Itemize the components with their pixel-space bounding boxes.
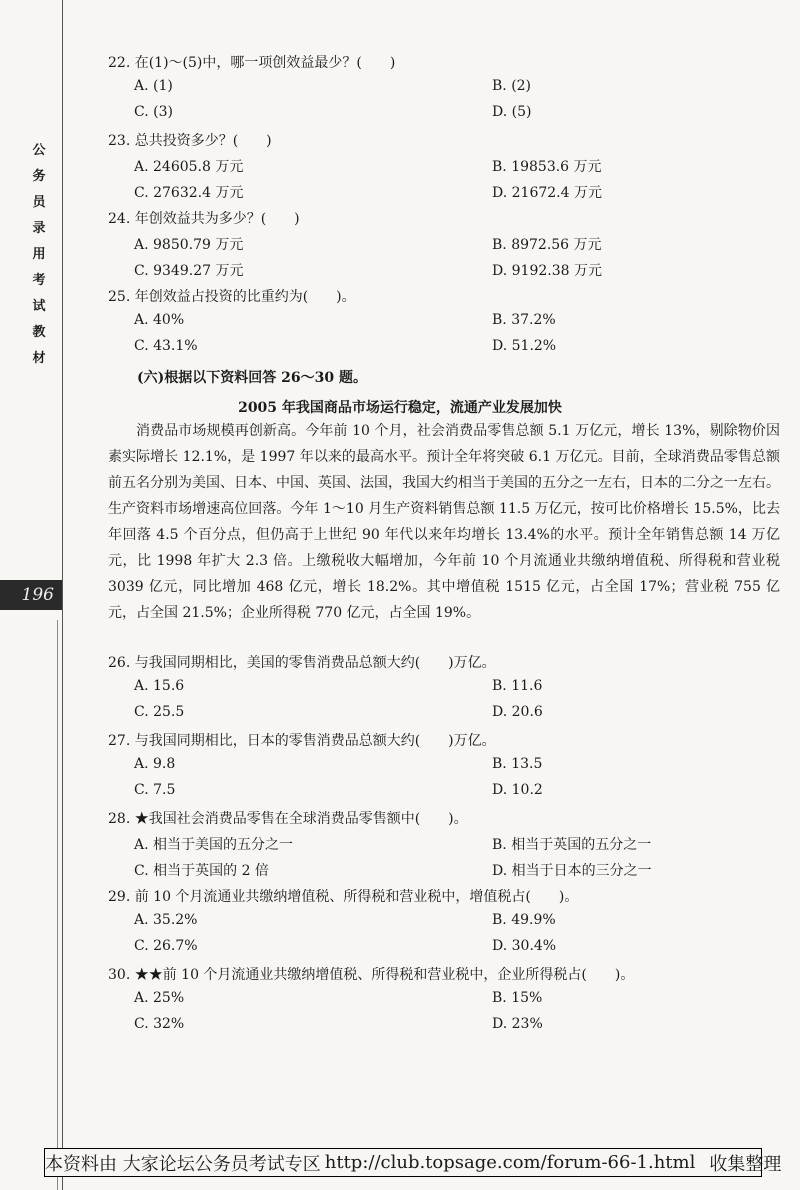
option-24d: D. 9192.38 万元 <box>492 263 602 279</box>
option-22b: B. (2) <box>492 78 532 94</box>
question-30: 30. ★★前 10 个月流通业共缴纳增值税、所得税和营业税中，企业所得税占( )。 <box>108 967 635 983</box>
footer-suffix: 收集整理 <box>709 1153 782 1175</box>
option-29a: A. 35.2% <box>134 912 198 928</box>
option-29b: B. 49.9% <box>492 912 556 928</box>
option-24c: C. 9349.27 万元 <box>134 263 244 279</box>
option-28a: A. 相当于美国的五分之一 <box>134 837 294 853</box>
question-25: 25. 年创效益占投资的比重约为( )。 <box>108 289 356 305</box>
question-29: 29. 前 10 个月流通业共缴纳增值税、所得税和营业税中，增值税占( )。 <box>108 889 579 905</box>
option-26d: D. 20.6 <box>492 704 543 720</box>
option-26a: A. 15.6 <box>134 678 185 694</box>
option-27b: B. 13.5 <box>492 756 543 772</box>
option-28b: B. 相当于英国的五分之一 <box>492 837 652 853</box>
option-28c: C. 相当于英国的 2 倍 <box>134 863 269 879</box>
option-30d: D. 23% <box>492 1016 543 1032</box>
option-30c: C. 32% <box>134 1016 185 1032</box>
option-24b: B. 8972.56 万元 <box>492 237 602 253</box>
option-27d: D. 10.2 <box>492 782 543 798</box>
option-22d: D. (5) <box>492 104 532 120</box>
option-23b: B. 19853.6 万元 <box>492 159 602 175</box>
option-29d: D. 30.4% <box>492 938 557 954</box>
margin-rule <box>62 0 63 1190</box>
footer-banner <box>44 1148 782 1177</box>
option-23c: C. 27632.4 万元 <box>134 185 244 201</box>
option-25a: A. 40% <box>134 312 185 328</box>
option-23d: D. 21672.4 万元 <box>492 185 602 201</box>
option-23a: A. 24605.8 万元 <box>134 159 244 175</box>
article-title: 2005 年我国商品市场运行稳定，流通产业发展加快 <box>238 400 562 416</box>
question-26: 26. 与我国同期相比，美国的零售消费品总额大约( )万亿。 <box>108 655 496 671</box>
option-26c: C. 25.5 <box>134 704 185 720</box>
page-number: 196 <box>0 580 62 610</box>
footer-source: 本资料由 大家论坛公务员考试专区 <box>45 1153 321 1175</box>
option-30b: B. 15% <box>492 990 543 1006</box>
question-27: 27. 与我国同期相比，日本的零售消费品总额大约( )万亿。 <box>108 733 496 749</box>
article-paragraph: 消费品市场规模再创新高。今年前 10 个月，社会消费品零售总额 5.1 万亿元，增长 13%，剔除物价因素实际增长 12.1%，是 1997 年以来的最高水平。预计全年将突破 6.1 万亿元。目前，全球消费品零售总额前五名分别为美国、日本、中国、英国、法国，我国大约相当于美国的五分之一左右，日本的二分之一左右。生产资料市场增速高位回落。今年 1～10 月生产资料销售总额 11.5 万亿元，按可比价格增长 15.5%，比去年回落 4.5 个百分点，但仍高于上世纪 90 年代以来年均增长 13.4%的水平。预计全年销售总额 14 万亿元，比 1998 年扩大 2.3 倍。上缴税收大幅增加，今年前 10 个月流通业共缴纳增值税、所得税和营业税 3039 亿元，同比增加 468 亿元，增长 18.2%。其中增值税 1515 亿元，占全国 17%；营业税 755 亿元，占全国 21.5%；企业所得税 770 亿元，占全国 19%。 <box>108 423 780 621</box>
option-22a: A. (1) <box>134 78 173 94</box>
option-22c: C. (3) <box>134 104 173 120</box>
option-24a: A. 9850.79 万元 <box>134 237 244 253</box>
question-24: 24. 年创效益共为多少？( ) <box>108 211 300 227</box>
option-28d: D. 相当于日本的三分之一 <box>492 863 652 879</box>
page-edge-rule <box>57 620 58 1190</box>
option-27c: C. 7.5 <box>134 782 176 798</box>
option-27a: A. 9.8 <box>134 756 176 772</box>
option-25b: B. 37.2% <box>492 312 556 328</box>
option-25c: C. 43.1% <box>134 338 198 354</box>
book-title: 公务员录用考试教材 <box>32 143 46 366</box>
option-29c: C. 26.7% <box>134 938 198 954</box>
footer-link[interactable]: http://club.topsage.com/forum-66-1.html <box>324 1152 696 1173</box>
question-28: 28. ★我国社会消费品零售在全球消费品零售额中( )。 <box>108 811 468 827</box>
section-heading: (六)根据以下资料回答 26～30 题。 <box>137 370 367 386</box>
option-26b: B. 11.6 <box>492 678 543 694</box>
question-22: 22. 在(1)～(5)中，哪一项创效益最少？( ) <box>108 55 396 71</box>
option-30a: A. 25% <box>134 990 185 1006</box>
option-25d: D. 51.2% <box>492 338 557 354</box>
question-23: 23. 总共投资多少？( ) <box>108 133 272 149</box>
